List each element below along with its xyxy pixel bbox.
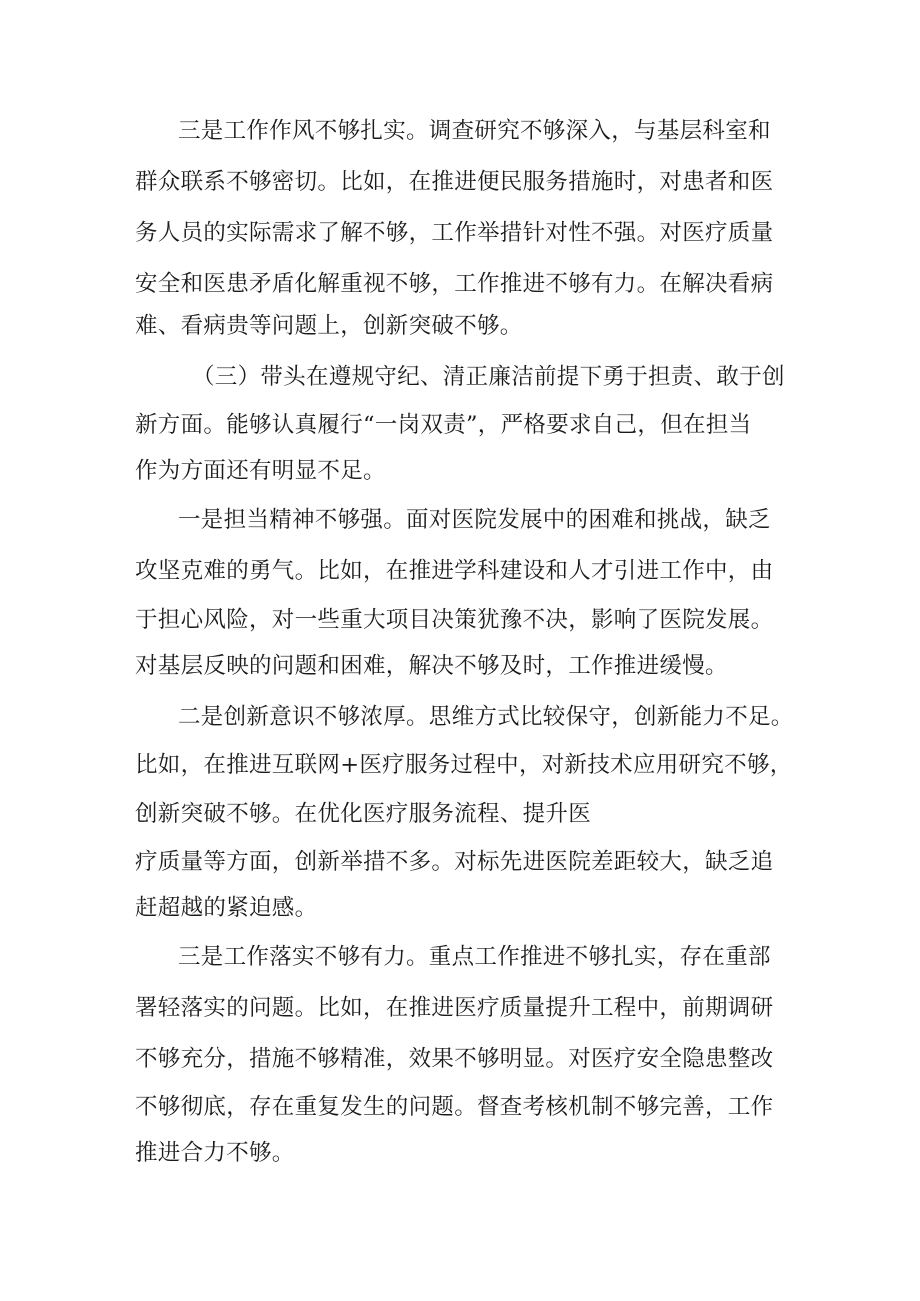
paragraph-line: 三是工作作风不够扎实。调查研究不够深入，与基层科室和 — [178, 118, 771, 144]
paragraph-line: 创新突破不够。在优化医疗服务流程、提升医 — [135, 801, 592, 827]
paragraph-line: 不够彻底，存在重复发生的问题。督查考核机制不够完善，工作 — [135, 1094, 774, 1120]
paragraph-line: 署轻落实的问题。比如，在推进医疗质量提升工程中，前期调研 — [135, 995, 774, 1021]
paragraph-line: 群众联系不够密切。比如，在推进便民服务措施时，对患者和医 — [135, 169, 774, 195]
paragraph-line: 推进合力不够。 — [135, 1140, 295, 1166]
paragraph-line: 赶超越的紧迫感。 — [135, 895, 318, 921]
paragraph-line: 安全和医患矛盾化解重视不够，工作推进不够有力。在解决看病 — [135, 271, 774, 297]
paragraph-line: 比如，在推进互联网+医疗服务过程中，对新技术应用研究不够， — [135, 752, 793, 778]
paragraph-line: 新方面。能够认真履行“一岗双责”，严格要求自己，但在担当 — [135, 412, 752, 438]
paragraph-line: 疗质量等方面，创新举措不多。对标先进医院差距较大，缺乏追 — [135, 849, 774, 875]
paragraph-line: 不够充分，措施不够精准，效果不够明显。对医疗安全隐患整改 — [135, 1046, 774, 1072]
paragraph-line: 于担心风险，对一些重大项目决策犹豫不决，影响了医院发展。 — [135, 607, 774, 633]
paragraph-line: 对基层反映的问题和困难，解决不够及时，工作推进缓慢。 — [135, 653, 728, 679]
paragraph-line: 难、看病贵等问题上，创新突破不够。 — [135, 313, 523, 339]
paragraph-line: 一是担当精神不够强。面对医院发展中的困难和挑战，缺乏 — [178, 507, 771, 533]
paragraph-line: 务人员的实际需求了解不够，工作举措针对性不强。对医疗质量 — [135, 220, 774, 246]
paragraph-line: 二是创新意识不够浓厚。思维方式比较保守，创新能力不足。 — [178, 704, 794, 730]
paragraph-line: 作为方面还有明显不足。 — [135, 458, 386, 484]
paragraph-line: 攻坚克难的勇气。比如，在推进学科建设和人才引进工作中，由 — [135, 558, 774, 584]
section-heading-line: （三）带头在遵规守纪、清正廉洁前提下勇于担责、敢于创 — [192, 364, 785, 390]
paragraph-line: 三是工作落实不够有力。重点工作推进不够扎实，存在重部 — [178, 944, 771, 970]
